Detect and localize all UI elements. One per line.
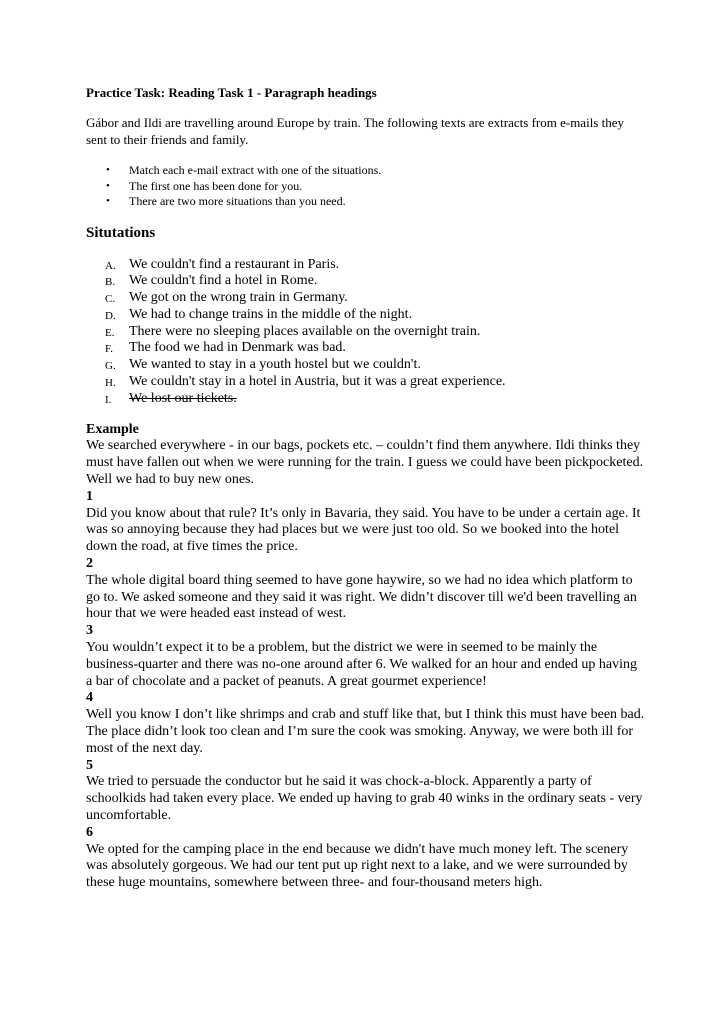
bullet-icon: • (106, 195, 110, 207)
situation-item (105, 256, 646, 274)
situation-letter: A. (105, 259, 116, 272)
situation-letter: B. (105, 276, 116, 289)
instruction-item (106, 194, 646, 210)
situation-item (105, 306, 646, 324)
situation-letter: I. (105, 393, 112, 406)
extract-text: We searched everywhere - in our bags, pockets etc. – couldn’t find them anywhere. Ildi thinks they must have fallen out when we were running for the train. I guess we could have been pickpocketed. Well we had to buy new ones. (86, 438, 644, 488)
document-page (86, 84, 646, 892)
situation-item (105, 357, 646, 374)
situation-letter: C. (105, 293, 116, 306)
situations-heading: Situtations (86, 224, 156, 241)
situation-letter: G. (105, 360, 116, 373)
extract-text: Well you know I don’t like shrimps and crab and stuff like that, but I think this must have been bad. The place didn’t look too clean and I’m sure the cook was smoking. Anyway, we were both ill for most of the next day. (86, 707, 645, 756)
extract-label: 2 (86, 556, 93, 572)
bullet-icon: • (106, 164, 110, 176)
extract-label: 4 (86, 690, 93, 706)
extract-label: 5 (86, 757, 93, 773)
situation-text: We got on the wrong train in Germany. (129, 290, 348, 306)
situation-item (105, 340, 646, 357)
instruction-text: Match each e-mail extract with one of the situations. (129, 163, 382, 177)
extract-text: The whole digital board thing seemed to have gone haywire, so we had no idea which platform to go to. We asked someone and they said it was right. We didn’t discover till we'd been travelling an hour that we were headed east instead of west. (86, 572, 637, 622)
situation-text: The food we had in Denmark was bad. (129, 340, 346, 356)
extract-text: We opted for the camping place in the end because we didn't have much money left. The scenery was absolutely gorgeous. We had our tent put up right next to a lake, and we were surrounded by these huge mountains, somewhere between three- and four-thousand meters high. (86, 841, 629, 891)
situation-item (105, 290, 646, 307)
extract-text: Did you know about that rule? It’s only in Bavaria, they said. You have to be under a certain age. It was so annoying because they had places but we were just too old. So we booked into the hotel down the road, at five times the price. (86, 505, 641, 555)
instructions-list (86, 163, 646, 210)
situation-letter: D. (105, 309, 116, 322)
situation-item (105, 323, 646, 341)
situation-item (105, 390, 646, 408)
situation-text: We couldn't find a restaurant in Paris. (129, 256, 340, 272)
situation-item (105, 273, 646, 290)
bullet-icon: • (106, 179, 110, 192)
instruction-item (106, 163, 646, 179)
situation-letter: F. (105, 343, 113, 356)
situation-text: We had to change trains in the middle of the night. (129, 306, 413, 322)
email-extracts (86, 422, 646, 892)
document-title: Practice Task: Reading Task 1 - Paragraph headings (86, 85, 377, 100)
situation-text-struck: We lost our tickets. (129, 390, 237, 406)
situation-item (105, 374, 646, 391)
instruction-text: There are two more situations than you need. (129, 194, 346, 208)
extract-label: 6 (86, 824, 93, 840)
situations-list (86, 257, 646, 408)
intro-paragraph: Gábor and Ildi are travelling around Europe by train. The following texts are extracts from e-mails they sent to their friends and family. (86, 115, 624, 147)
extract-label: 3 (86, 623, 93, 639)
situation-letter: H. (105, 377, 116, 390)
situation-text: We wanted to stay in a youth hostel but we couldn't. (129, 357, 421, 373)
situation-text: There were no sleeping places available on the overnight train. (129, 323, 481, 339)
extract-label: Example (86, 421, 139, 437)
situation-text: We couldn't stay in a hotel in Austria, but it was a great experience. (129, 374, 506, 390)
instruction-item (106, 178, 646, 195)
extract-text: We tried to persuade the conductor but he said it was chock-a-block. Apparently a party of schoolkids had taken every place. We ended up having to grab 40 winks in the ordinary seats - very uncomfortable. (86, 774, 643, 823)
situation-text: We couldn't find a hotel in Rome. (129, 273, 318, 289)
extract-text: You wouldn’t expect it to be a problem, but the district we were in seemed to be mainly the business-quarter and there was no-one around after 6. We walked for an hour and ended up having a bar of chocolate and a packet of peanuts. A great gourmet experience! (86, 640, 638, 689)
instruction-text: The first one has been done for you. (129, 178, 303, 193)
situation-letter: E. (105, 326, 115, 339)
extract-label: 1 (86, 488, 93, 504)
